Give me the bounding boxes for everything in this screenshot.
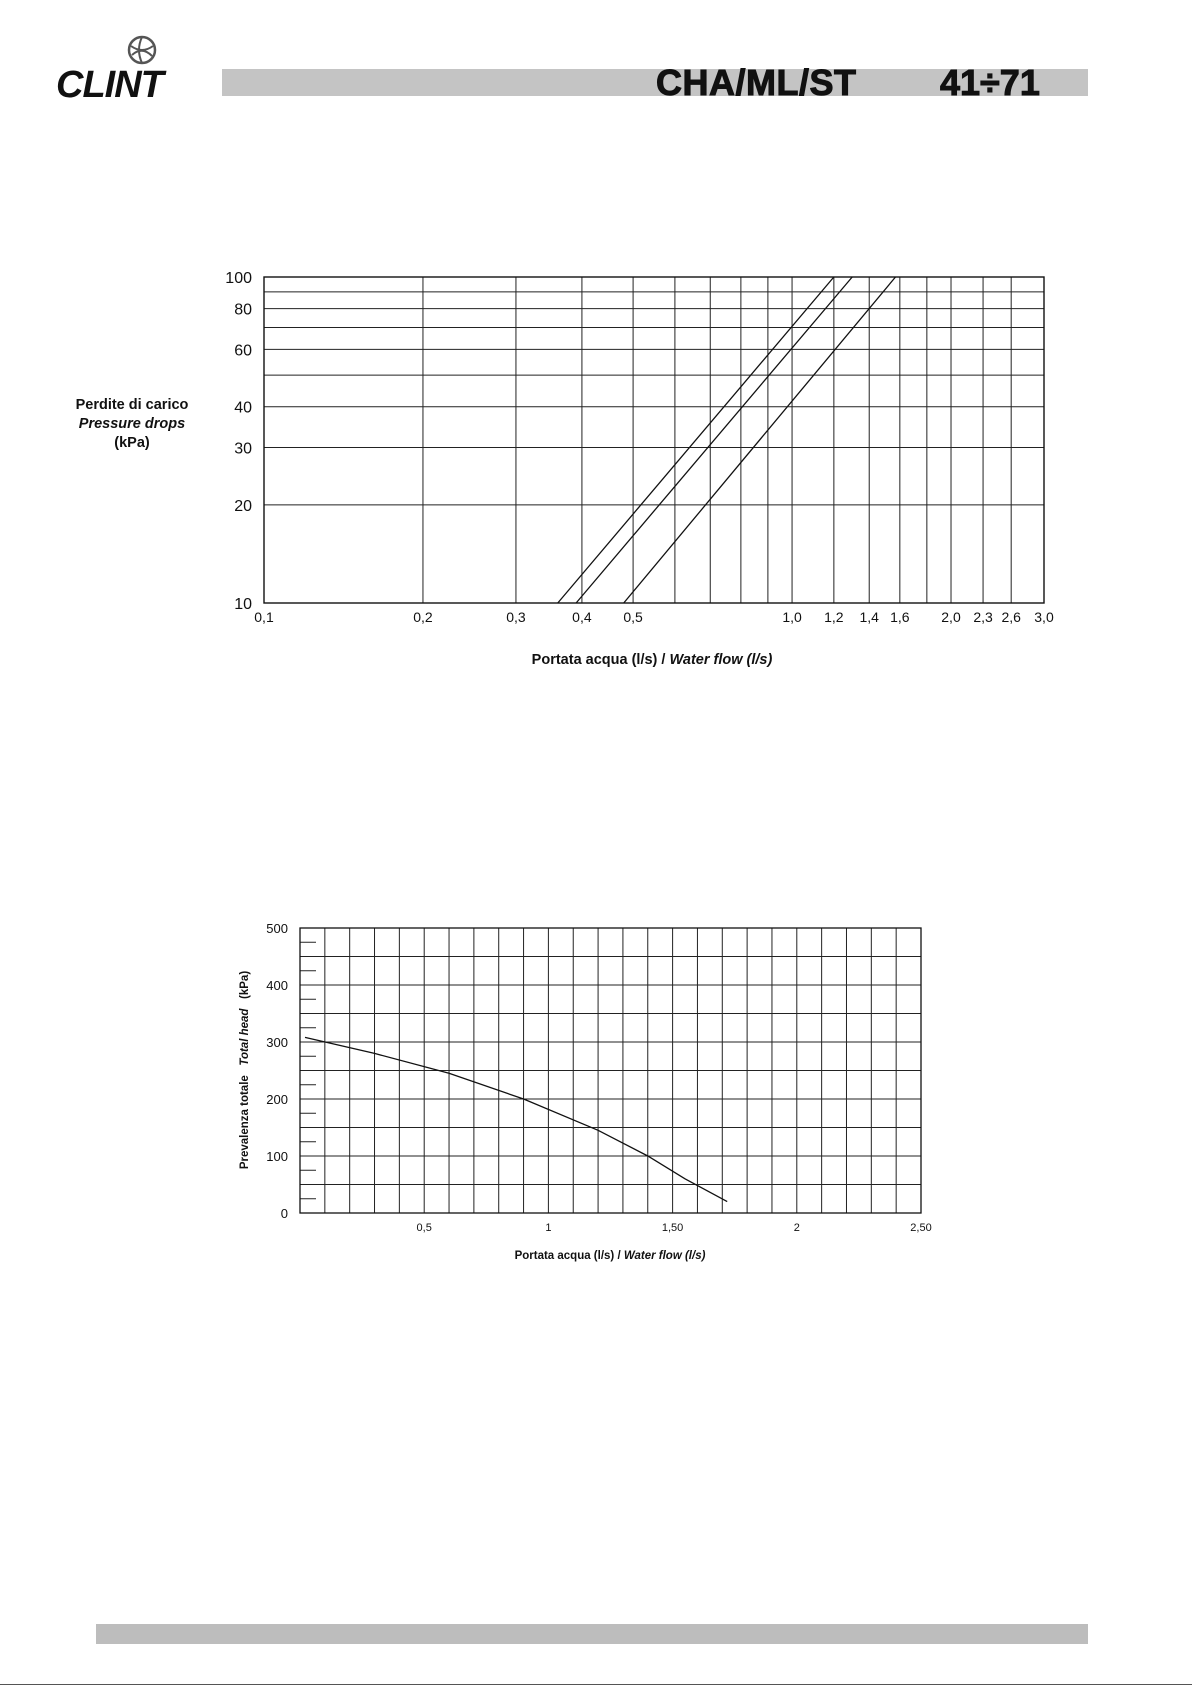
x-tick-label: 0,3	[506, 609, 526, 625]
x-tick-label: 2,6	[1001, 609, 1021, 625]
x-tick-label: 2	[793, 1222, 800, 1234]
x-tick-label: 0,4	[572, 609, 592, 625]
y-tick-label: 200	[266, 1092, 288, 1107]
pressure-drop-chart	[76, 270, 1054, 668]
brand-name: CLINT	[56, 64, 163, 106]
x-tick-label: 3,0	[1034, 609, 1054, 625]
x-tick-label: 0,5	[416, 1222, 432, 1234]
y-tick-label: 300	[266, 1035, 288, 1050]
y-tick-label: 20	[234, 497, 252, 515]
y-tick-label: 100	[225, 270, 252, 287]
x-tick-label: 1,2	[824, 609, 844, 625]
x-tick-label: 0,5	[623, 609, 643, 625]
total-head-chart	[239, 921, 932, 1262]
x-tick-label: 1,0	[782, 609, 802, 625]
x-axis-label: Portata acqua (l/s) / Water flow (l/s)	[531, 652, 773, 668]
y-axis-label: (kPa)	[114, 435, 150, 451]
x-tick-label: 2,0	[941, 609, 961, 625]
y-tick-label: 80	[234, 301, 252, 319]
model-title: CHA/ML/ST	[656, 62, 857, 103]
x-tick-label: 1,4	[859, 609, 879, 625]
x-tick-label: 2,3	[973, 609, 993, 625]
x-tick-label: 0,2	[413, 609, 433, 625]
pump-curve	[305, 1037, 727, 1201]
series-line	[576, 277, 852, 603]
series-line	[624, 277, 896, 603]
x-tick-label: 1,50	[661, 1222, 684, 1234]
y-tick-label: 500	[266, 921, 288, 936]
y-tick-label: 400	[266, 978, 288, 993]
y-axis-label: Pressure drops	[78, 416, 186, 432]
y-axis-label: Prevalenza totale Total head (kPa)	[239, 970, 251, 1170]
y-tick-label: 30	[234, 440, 252, 458]
x-tick-label: 0,1	[254, 609, 274, 625]
x-tick-label: 1,6	[890, 609, 910, 625]
y-axis-label: Perdite di carico	[75, 397, 189, 413]
y-tick-label: 60	[234, 342, 252, 360]
y-tick-label: 40	[234, 399, 252, 417]
x-tick-label: 1	[545, 1222, 552, 1234]
y-tick-label: 0	[280, 1206, 288, 1221]
model-range: 41÷71	[940, 62, 1040, 103]
x-tick-label: 2,50	[910, 1222, 932, 1234]
y-tick-label: 100	[266, 1149, 288, 1164]
x-axis-label: Portata acqua (l/s) / Water flow (l/s)	[514, 1250, 706, 1262]
y-tick-label: 10	[234, 596, 252, 613]
footer-bar	[96, 1624, 1088, 1644]
